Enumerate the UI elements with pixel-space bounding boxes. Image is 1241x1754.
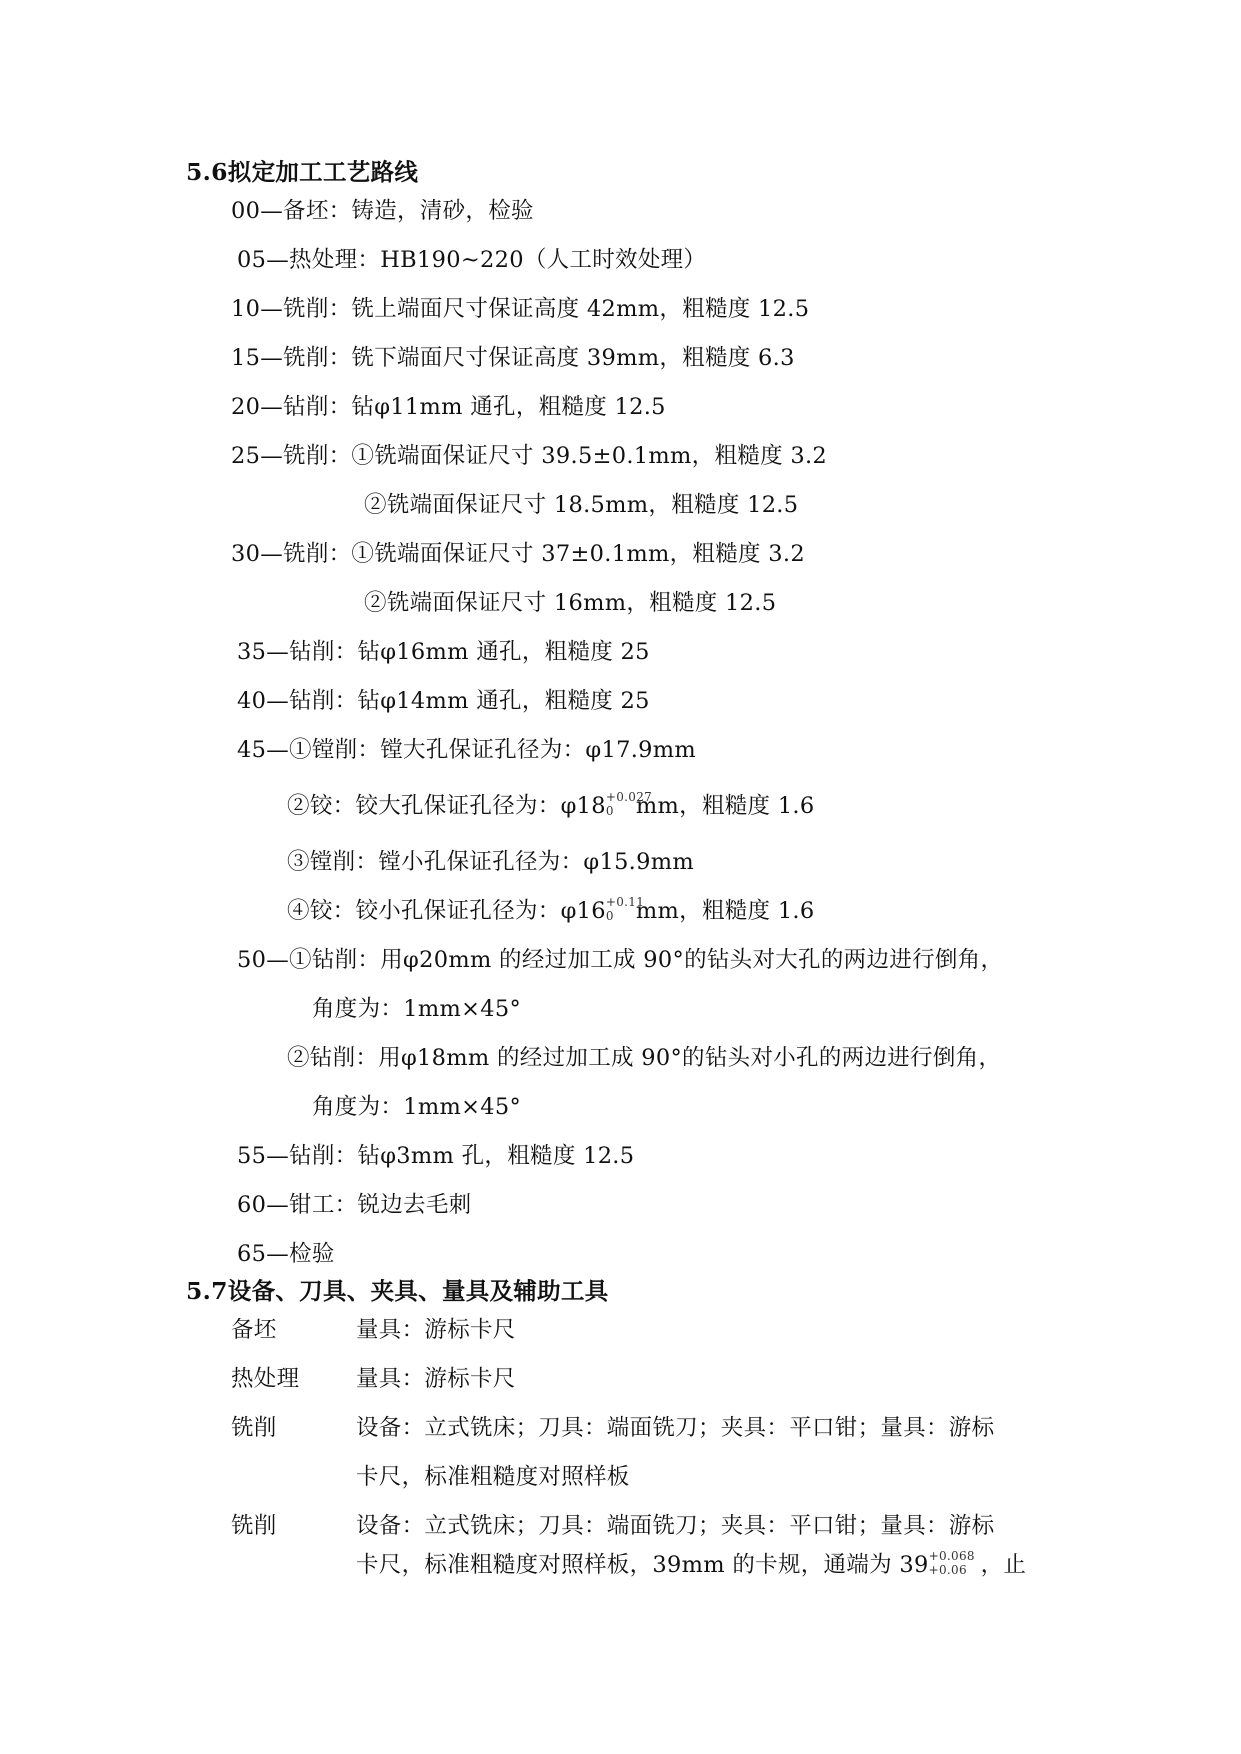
- step-45-2-suffix: mm，粗糙度 1.6: [635, 793, 815, 819]
- process-step-50-2-cont: 角度为：1mm×45°: [312, 1094, 522, 1120]
- step-45-4-text: ④铰：铰小孔保证孔径为：φ16: [287, 898, 606, 924]
- tool-row-text-cont: 卡尺，标准粗糙度对照样板: [356, 1464, 630, 1490]
- tool-row-label: 铣削: [231, 1415, 277, 1441]
- tolerance-upper: +0.11: [605, 895, 645, 909]
- step-45-2-text: ②铰：铰大孔保证孔径为：φ18: [287, 793, 606, 819]
- tolerance-16: [605, 895, 645, 926]
- process-step-25-2: ②铣端面保证尺寸 18.5mm，粗糙度 12.5: [364, 492, 799, 518]
- tolerance-lower: 0: [605, 909, 614, 923]
- process-step-60: 60—钳工：锐边去毛刺: [237, 1192, 472, 1218]
- process-step-45-4: [287, 896, 815, 926]
- process-step-45-3: ③镗削：镗小孔保证孔径为：φ15.9mm: [287, 849, 695, 875]
- process-step-55: 55—钻削：钻φ3mm 孔，粗糙度 12.5: [237, 1143, 635, 1169]
- tool-row-text: 量具：游标卡尺: [356, 1366, 516, 1392]
- tool-row-text: 设备：立式铣床；刀具：端面铣刀；夹具：平口钳；量具：游标: [356, 1415, 995, 1441]
- tolerance-lower: 0: [605, 804, 614, 818]
- tolerance-18: [605, 790, 653, 821]
- process-step-45-1: 45—①镗削：镗大孔保证孔径为：φ17.9mm: [237, 737, 697, 763]
- step-45-4-suffix: mm，粗糙度 1.6: [635, 898, 815, 924]
- process-step-50-1-cont: 角度为：1mm×45°: [312, 996, 522, 1022]
- tolerance-upper: +0.068: [928, 1549, 975, 1563]
- tool-row-text: 量具：游标卡尺: [356, 1317, 516, 1343]
- section-5-7-title: 5.7设备、刀具、夹具、量具及辅助工具: [186, 1277, 609, 1305]
- process-step-00: 00—备坯：铸造，清砂，检验: [231, 198, 534, 224]
- process-step-35: 35—钻削：钻φ16mm 通孔，粗糙度 25: [237, 639, 650, 665]
- gauge-text: 卡尺，标准粗糙度对照样板，39mm 的卡规，通端为 39: [356, 1552, 929, 1578]
- process-step-50-1: 50—①钻削：用φ20mm 的经过加工成 90°的钻头对大孔的两边进行倒角，: [237, 947, 1004, 973]
- tool-row-label: 备坯: [231, 1317, 277, 1343]
- process-step-65: 65—检验: [237, 1241, 335, 1267]
- process-step-15: 15—铣削：铣下端面尺寸保证高度 39mm，粗糙度 6.3: [231, 345, 795, 371]
- tolerance-39: [928, 1549, 981, 1580]
- tool-row-label: 铣削: [231, 1513, 277, 1539]
- tool-row-text: 设备：立式铣床；刀具：端面铣刀；夹具：平口钳；量具：游标: [356, 1513, 995, 1539]
- tool-row-label: 热处理: [231, 1366, 300, 1392]
- tolerance-upper: +0.027: [605, 790, 653, 804]
- process-step-20: 20—钻削：钻φ11mm 通孔，粗糙度 12.5: [231, 394, 666, 420]
- process-step-50-2: ②钻削：用φ18mm 的经过加工成 90°的钻头对小孔的两边进行倒角，: [287, 1045, 1002, 1071]
- gauge-text-suffix: ，止: [980, 1552, 1027, 1578]
- process-step-25-1: 25—铣削：①铣端面保证尺寸 39.5±0.1mm，粗糙度 3.2: [231, 443, 828, 469]
- process-step-40: 40—钻削：钻φ14mm 通孔，粗糙度 25: [237, 688, 650, 714]
- process-step-05: 05—热处理：HB190~220（人工时效处理）: [237, 247, 707, 273]
- process-step-10: 10—铣削：铣上端面尺寸保证高度 42mm，粗糙度 12.5: [231, 296, 810, 322]
- section-5-6-title: 5.6拟定加工工艺路线: [186, 158, 419, 186]
- process-step-45-2: [287, 791, 815, 821]
- process-step-30-1: 30—铣削：①铣端面保证尺寸 37±0.1mm，粗糙度 3.2: [231, 541, 805, 567]
- process-step-30-2: ②铣端面保证尺寸 16mm，粗糙度 12.5: [364, 590, 777, 616]
- tool-row-text-cont-last: [356, 1550, 1026, 1580]
- tolerance-lower: +0.06: [928, 1563, 967, 1577]
